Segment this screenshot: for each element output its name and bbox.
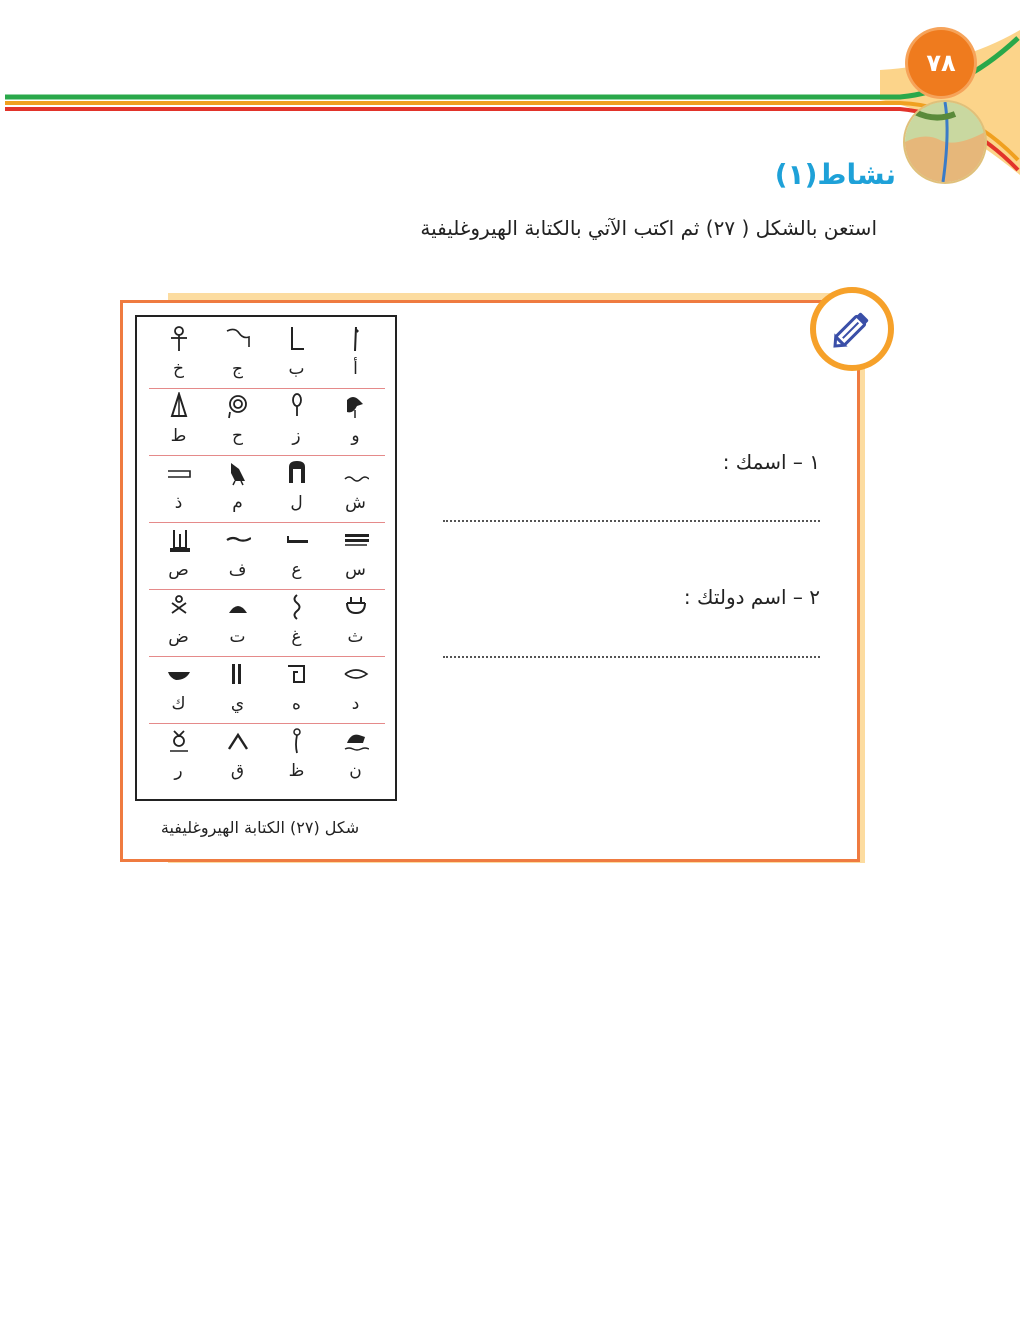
- glyph-cell: [149, 522, 208, 589]
- glyph-cell: [326, 723, 385, 790]
- hieroglyph-icon: [343, 727, 369, 755]
- hieroglyph-icon: [166, 593, 192, 621]
- glyph-letter: ر: [174, 761, 183, 781]
- hieroglyph-icon: [284, 593, 310, 621]
- hieroglyph-icon: [284, 526, 310, 554]
- map-thumbnail: [903, 100, 987, 184]
- glyph-cell: [208, 589, 267, 656]
- glyph-letter: س: [345, 560, 366, 580]
- glyph-cell: [149, 656, 208, 723]
- hieroglyph-icon: [284, 660, 310, 688]
- glyph-letter: ت: [229, 627, 246, 647]
- hieroglyph-icon: [284, 459, 310, 487]
- glyph-row: [149, 656, 385, 724]
- question-country: ٢ – اسم دولتك :: [683, 585, 820, 609]
- glyph-letter: ظ: [288, 761, 305, 781]
- glyph-cell: [149, 321, 208, 388]
- glyph-cell: [267, 321, 326, 388]
- glyph-cell: [208, 455, 267, 522]
- glyph-cell: [326, 589, 385, 656]
- hieroglyph-icon: [343, 593, 369, 621]
- glyph-letter: ص: [168, 560, 189, 580]
- pencil-icon: [827, 304, 877, 354]
- glyph-row: [149, 455, 385, 523]
- hieroglyph-icon: [343, 392, 369, 420]
- hieroglyph-icon: [225, 727, 251, 755]
- hieroglyph-icon: [284, 392, 310, 420]
- glyph-letter: ب: [288, 359, 305, 379]
- glyph-cell: [208, 522, 267, 589]
- glyph-letter: ح: [232, 426, 243, 446]
- hieroglyph-icon: [166, 325, 192, 353]
- figure-caption: شكل (٢٧) الكتابة الهيروغليفية: [160, 818, 360, 837]
- hieroglyph-icon: [166, 392, 192, 420]
- glyph-cell: [267, 723, 326, 790]
- hieroglyph-icon: [166, 660, 192, 688]
- glyph-letter: و: [351, 426, 360, 446]
- glyph-cell: [208, 656, 267, 723]
- glyph-cell: [149, 388, 208, 455]
- glyph-cell: [208, 723, 267, 790]
- glyph-letter: ج: [232, 359, 243, 379]
- glyph-cell: [149, 455, 208, 522]
- glyph-letter: أ: [353, 359, 358, 379]
- hieroglyph-icon: [225, 392, 251, 420]
- hieroglyph-icon: [166, 526, 192, 554]
- glyph-cell: [149, 589, 208, 656]
- answer-line-country[interactable]: [443, 656, 820, 658]
- glyph-cell: [208, 321, 267, 388]
- glyph-letter: ز: [292, 426, 301, 446]
- glyph-row: [149, 388, 385, 456]
- glyph-letter: ك: [171, 694, 186, 714]
- glyph-letter: ي: [230, 694, 245, 714]
- glyph-letter: غ: [291, 627, 302, 647]
- glyph-letter: ن: [349, 761, 362, 781]
- glyph-letter: ل: [290, 493, 303, 513]
- activity-instruction: استعن بالشكل ( ٢٧) ثم اكتب الآتي بالكتابة الهيروغليفية: [420, 216, 877, 240]
- pencil-badge: [810, 287, 894, 371]
- activity-title: نشاط(١): [774, 158, 896, 191]
- hieroglyph-icon: [343, 459, 369, 487]
- hieroglyph-icon: [225, 660, 251, 688]
- question-name: ١ – اسمك :: [722, 450, 820, 474]
- hieroglyph-icon: [225, 459, 251, 487]
- hieroglyph-icon: [225, 526, 251, 554]
- glyph-letter: م: [232, 493, 243, 513]
- glyph-row: [149, 723, 385, 790]
- glyph-cell: [326, 321, 385, 388]
- glyph-cell: [267, 656, 326, 723]
- glyph-letter: ق: [230, 761, 245, 781]
- hieroglyph-icon: [166, 459, 192, 487]
- hieroglyph-icon: [284, 727, 310, 755]
- hieroglyph-icon: [166, 727, 192, 755]
- glyph-row: [149, 321, 385, 389]
- hieroglyph-icon: [284, 325, 310, 353]
- glyph-letter: ش: [345, 493, 366, 513]
- hieroglyph-icon: [343, 660, 369, 688]
- glyph-row: [149, 589, 385, 657]
- glyph-cell: [326, 656, 385, 723]
- hieroglyph-icon: [225, 593, 251, 621]
- glyph-cell: [326, 388, 385, 455]
- hieroglyph-table: [135, 315, 397, 801]
- glyph-letter: ع: [291, 560, 302, 580]
- glyph-cell: [267, 388, 326, 455]
- glyph-cell: [326, 522, 385, 589]
- page-number: ٧٨: [908, 30, 974, 96]
- answer-line-name[interactable]: [443, 520, 820, 522]
- hieroglyph-icon: [343, 526, 369, 554]
- glyph-letter: ف: [228, 560, 247, 580]
- glyph-letter: خ: [173, 359, 184, 379]
- glyph-letter: د: [351, 694, 360, 714]
- hieroglyph-icon: [225, 325, 251, 353]
- glyph-cell: [267, 455, 326, 522]
- hieroglyph-icon: [343, 325, 369, 353]
- glyph-cell: [267, 589, 326, 656]
- glyph-row: [149, 522, 385, 590]
- glyph-letter: ط: [170, 426, 187, 446]
- glyph-letter: ض: [168, 627, 189, 647]
- glyph-letter: ذ: [174, 493, 183, 513]
- glyph-cell: [326, 455, 385, 522]
- glyph-letter: ث: [347, 627, 364, 647]
- glyph-letter: ه: [292, 694, 301, 714]
- glyph-cell: [267, 522, 326, 589]
- glyph-cell: [149, 723, 208, 790]
- glyph-cell: [208, 388, 267, 455]
